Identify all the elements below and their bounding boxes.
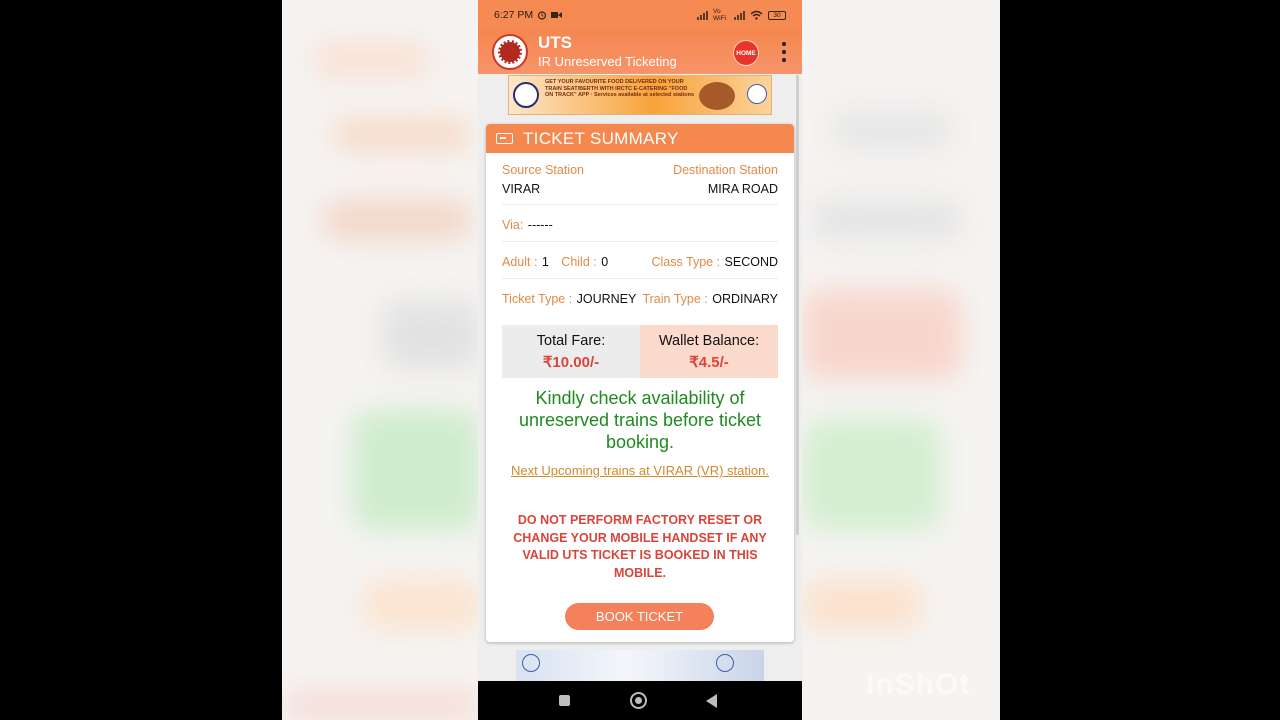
wallet-balance-panel (640, 325, 778, 378)
class-type-value: SECOND (724, 255, 778, 269)
book-ticket-button[interactable]: BOOK TICKET (565, 603, 714, 630)
ticket-type-label: Ticket Type : (502, 292, 573, 306)
total-fare-label: Total Fare: (536, 333, 606, 349)
phone-screen (478, 0, 802, 720)
source-station-label: Source Station (502, 163, 584, 177)
wallet-balance-value: ₹4.5/- (689, 354, 729, 371)
vowifi-label: Vo WiFi (713, 8, 726, 22)
irctc-logo (747, 84, 767, 104)
back-nav-icon[interactable] (706, 694, 717, 708)
fare-box (502, 325, 778, 378)
adult-label: Adult : (502, 255, 538, 269)
train-type-value: ORDINARY (712, 292, 778, 306)
status-time: 6:27 PM (494, 9, 534, 21)
factory-reset-warning: DO NOT PERFORM FACTORY RESET OR CHANGE YOUR MOBILE HANDSET IF ANY VALID UTS TICKET IS BOOKED IN THIS MOBILE. (513, 513, 767, 580)
blurred-backdrop-left (282, 0, 478, 720)
home-nav-icon[interactable] (630, 692, 647, 709)
banner-text: GET YOUR FAVOURITE FOOD DELIVERED ON YOUR TRAIN SEAT/BERTH WITH IRCTC E-CATERING "FOOD ON TRACK" APP · Services available at selected stations (545, 79, 695, 98)
signal-icon (697, 11, 708, 20)
child-value: 0 (601, 255, 609, 269)
class-type-label: Class Type : (651, 255, 721, 269)
signal-2-icon (734, 11, 745, 20)
alarm-icon (537, 10, 547, 20)
irctc-logo (522, 654, 540, 672)
scrollbar[interactable] (796, 75, 799, 535)
ticket-type-value: JOURNEY (576, 292, 637, 306)
passenger-class-row (502, 253, 778, 271)
via-row (502, 216, 778, 234)
inshot-watermark: InShOt (866, 668, 971, 701)
availability-notice: Kindly check availability of unreserved trains before ticket booking. (518, 388, 762, 452)
food-on-track-logo (513, 82, 539, 108)
ticket-summary-card (486, 124, 794, 642)
status-right-icons (697, 8, 786, 22)
train-type-label: Train Type : (642, 292, 708, 306)
android-nav-bar (478, 681, 802, 720)
source-station-value: VIRAR (502, 182, 541, 196)
ticket-summary-title: TICKET SUMMARY (523, 128, 679, 148)
wifi-icon (750, 10, 763, 20)
destination-station-label: Destination Station (673, 163, 778, 177)
destination-station-value: MIRA ROAD (707, 182, 778, 196)
status-left-icons (537, 10, 562, 20)
overflow-menu-icon[interactable] (778, 42, 790, 62)
app-title: UTS (538, 33, 572, 52)
wallet-balance-label: Wallet Balance: (658, 333, 760, 349)
divider (502, 204, 778, 205)
child-label: Child : (561, 255, 597, 269)
divider (502, 278, 778, 279)
adult-value: 1 (541, 255, 549, 269)
irctc-ad-banner[interactable] (516, 650, 764, 681)
via-value: ------ (527, 218, 553, 232)
battery-icon: 30 (768, 11, 786, 20)
blurred-backdrop-right (802, 0, 1000, 720)
ticket-icon (496, 133, 513, 144)
irctc-logo (716, 654, 734, 672)
total-fare-value: ₹10.00/- (542, 354, 600, 371)
upcoming-trains-link[interactable]: Next Upcoming trains at VIRAR (VR) station. (511, 463, 769, 478)
ecatering-ad-banner[interactable] (508, 75, 772, 115)
app-bar (478, 30, 802, 74)
home-button[interactable]: HOME (733, 40, 759, 66)
divider (502, 241, 778, 242)
status-bar (478, 0, 802, 30)
total-fare-panel (502, 325, 640, 378)
video-record-icon (551, 11, 562, 19)
app-subtitle: IR Unreserved Ticketing (538, 54, 677, 69)
food-dish-image (699, 82, 735, 110)
via-label: Via: (502, 218, 524, 232)
ticket-summary-header (486, 124, 794, 153)
recent-apps-icon[interactable] (559, 695, 570, 706)
indian-railways-logo (492, 34, 528, 70)
ticket-train-type-row (502, 290, 778, 308)
